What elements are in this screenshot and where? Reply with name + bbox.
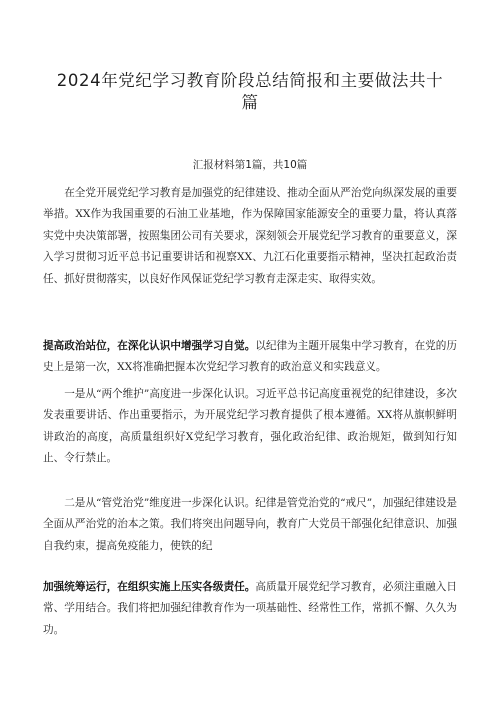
paragraph-lead: 提高政治站位，在深化认识中增强学习自觉。 bbox=[43, 340, 256, 352]
paragraph-lead: 加强统筹运行，在组织实施上压实各级责任。 bbox=[43, 581, 256, 593]
paragraph-text: 以纪律为主题开展集中学习教育，在党的历史上是第一次，XX将准确把握本次党纪学习教育的政治意义和实践意义。 bbox=[43, 340, 458, 374]
paragraph-political-stance bbox=[43, 336, 457, 379]
paragraph-point-one bbox=[43, 384, 457, 470]
paragraph-text: 高质量开展党纪学习教育，必须注重融入日常、学用结合。我们将把加强纪律教育作为一项基础性、经常性工作，常抓不懈、久久为功。 bbox=[43, 581, 458, 636]
document-title: 2024年党纪学习教育阶段总结简报和主要做法共十篇 bbox=[56, 71, 444, 112]
paragraph-point-two bbox=[43, 493, 457, 557]
paragraph-intro bbox=[43, 183, 457, 290]
paragraph-text: 在全党开展党纪学习教育是加强党的纪律建设、推动全面从严治党向纵深发展的重要举措。XX作为我国重要的石油工业基地，作为保障国家能源安全的重要力量，将认真落实党中央决策部署，按照集团公司有关要求，深刻领会开展党纪学习教育的重要意义，深入学习贯彻习近平总书记重要讲话和视察XX、九江石化重要指示精神，坚决扛起政治责任、抓好贯彻落实，以良好作风保证党纪学习教育走深走实、取得实效。 bbox=[43, 187, 457, 285]
document-subtitle: 汇报材料第1篇，共10篇 bbox=[192, 159, 308, 171]
paragraph-coordination bbox=[43, 577, 457, 641]
paragraph-text: 二是从“管党治党”维度进一步深化认识。纪律是管党治党的“戒尺”，加强纪律建设是全面从严治党的治本之策。我们将突出问题导向，教育广大党员干部强化纪律意识、加强自我约束，提高免疫能力，使铁的纪 bbox=[43, 497, 457, 552]
paragraph-text: 一是从“两个维护”高度进一步深化认识。习近平总书记高度重视党的纪律建设，多次发表重要讲话、作出重要指示，为开展党纪学习教育提供了根本遵循。XX将从旗帜鲜明讲政治的高度，高质量组织好X党纪学习教育，强化政治纪律、政治规矩，做到知行知止、令行禁止。 bbox=[43, 388, 457, 465]
